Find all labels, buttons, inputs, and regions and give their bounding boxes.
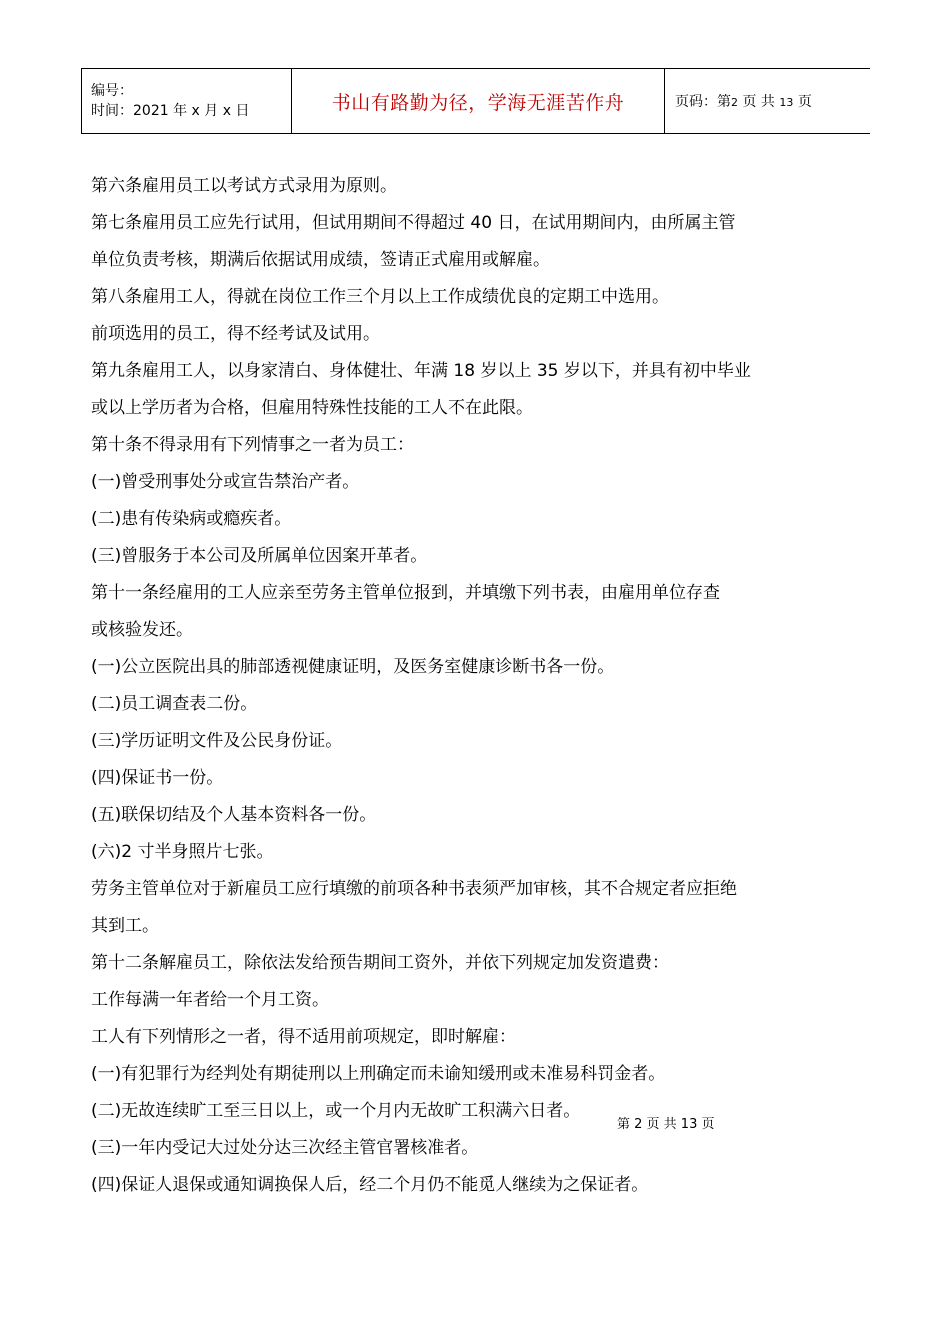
body-line: (五)联保切结及个人基本资料各一份。 bbox=[91, 805, 377, 825]
page-prefix: 页码：第 bbox=[675, 94, 731, 110]
document-header bbox=[81, 68, 870, 134]
body-line: 其到工。 bbox=[91, 916, 159, 936]
body-line: 第十二条解雇员工，除依法发给预告期间工资外，并依下列规定加发资遣费： bbox=[91, 953, 669, 973]
body-line: (一)公立医院出具的肺部透视健康证明，及医务室健康诊断书各一份。 bbox=[91, 657, 615, 677]
body-line: (二)无故连续旷工至三日以上，或一个月内无故旷工积满六日者。 bbox=[91, 1101, 581, 1121]
body-line: 第七条雇用员工应先行试用，但试用期间不得超过 40 日，在试用期间内，由所属主管 bbox=[91, 213, 736, 233]
body-line: 第八条雇用工人，得就在岗位工作三个月以上工作成绩优良的定期工中选用。 bbox=[91, 287, 669, 307]
body-line: (四)保证人退保或通知调换保人后，经二个月仍不能觅人继续为之保证者。 bbox=[91, 1175, 649, 1195]
page-current: 2 bbox=[731, 96, 738, 109]
page-footer: 第 2 页 共 13 页 bbox=[617, 1117, 715, 1132]
body-line: (一)曾受刑事处分或宣告禁治产者。 bbox=[91, 472, 360, 492]
header-motto-cell bbox=[292, 69, 665, 134]
body-line: (三)曾服务于本公司及所属单位因案开革者。 bbox=[91, 546, 428, 566]
body-line: 或以上学历者为合格，但雇用特殊性技能的工人不在此限。 bbox=[91, 398, 533, 418]
body-line: 第十一条经雇用的工人应亲至劳务主管单位报到，并填缴下列书表，由雇用单位存查 bbox=[91, 583, 720, 603]
body-line: (六)2 寸半身照片七张。 bbox=[91, 842, 274, 862]
body-line: 工人有下列情形之一者，得不适用前项规定，即时解雇： bbox=[91, 1027, 516, 1047]
body-line: 工作每满一年者给一个月工资。 bbox=[91, 990, 329, 1010]
body-line: 前项选用的员工，得不经考试及试用。 bbox=[91, 324, 380, 344]
body-line: 第十条不得录用有下列情事之一者为员工： bbox=[91, 435, 414, 455]
document-body bbox=[91, 168, 851, 1204]
body-line: (二)患有传染病或瘾疾者。 bbox=[91, 509, 292, 529]
body-line: (三)一年内受记大过处分达三次经主管官署核准者。 bbox=[91, 1138, 479, 1158]
body-line: 第六条雇用员工以考试方式录用为原则。 bbox=[91, 176, 397, 196]
body-line: (四)保证书一份。 bbox=[91, 768, 224, 788]
serial-number-label: 编号： bbox=[91, 83, 133, 99]
body-line: 劳务主管单位对于新雇员工应行填缴的前项各种书表须严加审核，其不合规定者应拒绝 bbox=[91, 879, 737, 899]
header-meta-cell bbox=[82, 69, 292, 134]
page-mid: 页 共 bbox=[742, 94, 775, 110]
header-page-cell bbox=[665, 69, 871, 134]
page-suffix: 页 bbox=[797, 94, 812, 110]
page-total: 13 bbox=[779, 96, 794, 109]
body-line: 单位负责考核，期满后依据试用成绩，签请正式雇用或解雇。 bbox=[91, 250, 550, 270]
body-line: 或核验发还。 bbox=[91, 620, 193, 640]
motto-text: 书山有路勤为径，学海无涯苦作舟 bbox=[331, 91, 625, 114]
body-line: (三)学历证明文件及公民身份证。 bbox=[91, 731, 343, 751]
body-line: (一)有犯罪行为经判处有期徒刑以上刑确定而未谕知缓刑或未准易科罚金者。 bbox=[91, 1064, 666, 1084]
body-line: 第九条雇用工人，以身家清白、身体健壮、年满 18 岁以上 35 岁以下，并具有初中毕业 bbox=[91, 361, 751, 381]
body-line: (二)员工调查表二份。 bbox=[91, 694, 258, 714]
date-label: 时间：2021 年 x 月 x 日 bbox=[91, 103, 250, 119]
